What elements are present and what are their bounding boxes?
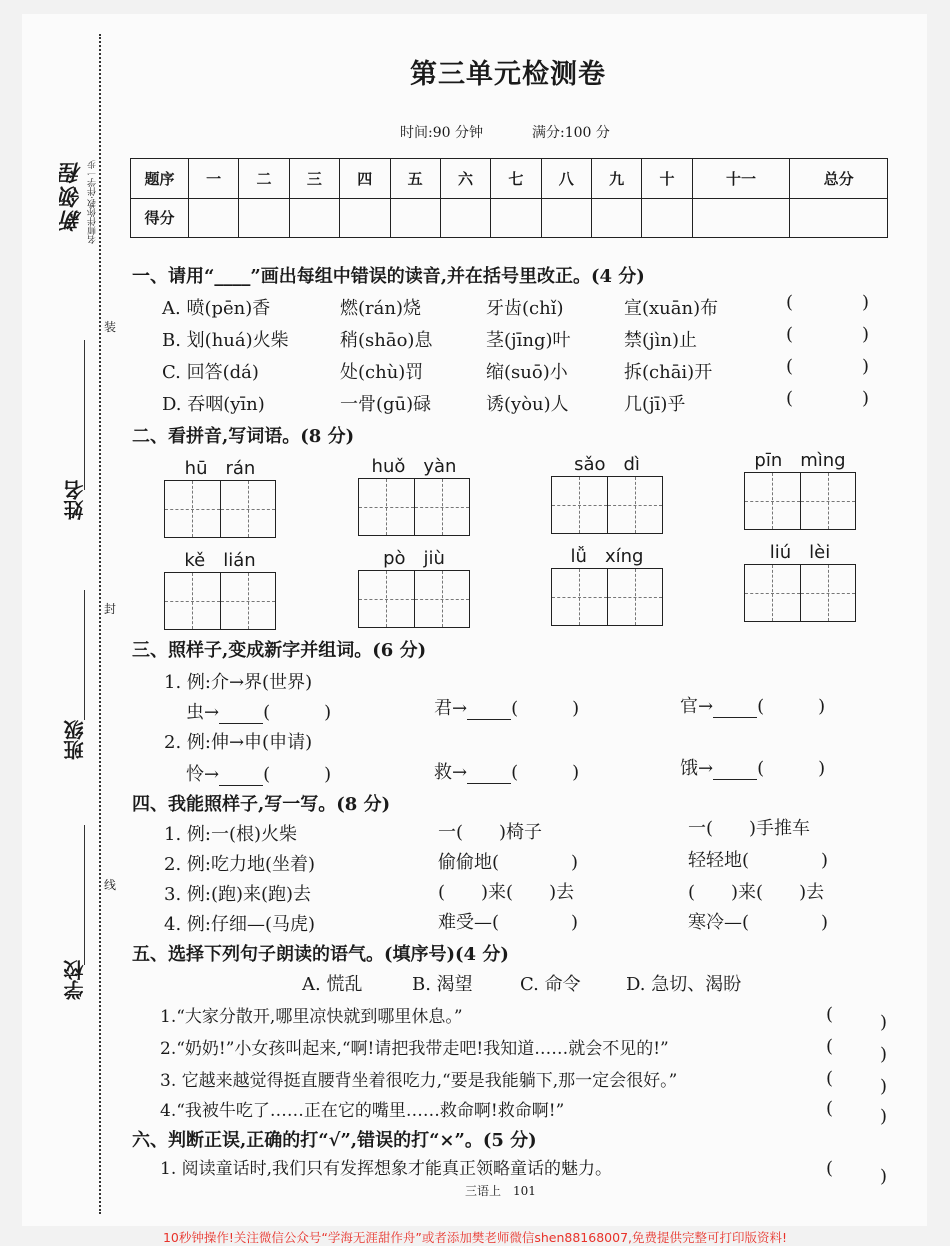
answer-paren-close: ) (862, 388, 870, 409)
table-cell: 七 (491, 159, 541, 199)
brand-subtitle: 名师伴你教·伴学一步 (88, 160, 98, 244)
full-score: 满分:100 分 (532, 125, 610, 141)
s1-item: 禁(jìn)止 (624, 330, 697, 351)
writing-boxes[interactable] (744, 564, 856, 622)
answer-blank[interactable] (467, 766, 511, 784)
score-input[interactable] (790, 198, 888, 238)
s4-example: 2. 例:吃力地(坐着) (164, 854, 316, 875)
s1-item: 缩(suō)小 (486, 362, 568, 383)
answer-paren-close: ) (862, 356, 870, 377)
score-input[interactable] (592, 198, 642, 238)
score-input[interactable] (189, 198, 239, 238)
writing-boxes[interactable] (164, 572, 276, 630)
s4-item[interactable]: 难受—( ) (438, 912, 579, 933)
pinyin-label: sǎo dì (574, 454, 640, 475)
score-table-header-row (131, 159, 888, 199)
score-input[interactable] (642, 198, 692, 238)
table-cell: 五 (390, 159, 440, 199)
s6-item: 1. 阅读童话时,我们只有发挥想象才能真正领略童话的魅力。 (160, 1159, 613, 1179)
binding-mark: 封 (104, 602, 117, 616)
score-input[interactable] (491, 198, 541, 238)
s5-item: 3. 它越来越觉得挺直腰背坐着很吃力,“要是我能躺下,那一定会很好。” (160, 1071, 678, 1091)
s3-item: 救→ ( ) (434, 762, 580, 783)
writing-boxes[interactable] (551, 568, 663, 626)
s3-stem: 救→ (434, 762, 468, 783)
s3-item: 官→ ( ) (680, 696, 826, 717)
s5-item: 2.“奶奶!”小女孩叫起来,“啊!请把我带走吧!我知道……就会不见的!” (160, 1039, 669, 1059)
answer-paren-open[interactable]: ( (786, 356, 794, 377)
pinyin-label: huǒ yàn (371, 456, 457, 477)
answer-paren-open[interactable]: ( (826, 1158, 834, 1179)
s4-example: 4. 例:仔细—(马虎) (164, 914, 316, 935)
page-footer: 三语上 101 (465, 1184, 536, 1198)
answer-blank[interactable] (713, 700, 757, 718)
pinyin-group (551, 542, 663, 568)
s4-item[interactable]: 偷偷地( ) (438, 852, 579, 873)
binding-mark: 线 (104, 878, 117, 892)
writing-boxes[interactable] (164, 480, 276, 538)
table-cell: 一 (189, 159, 239, 199)
s1-item: 牙齿(chǐ) (486, 298, 564, 319)
pinyin-label: hū rán (184, 458, 256, 479)
page-title: 第三单元检测卷 (410, 59, 606, 90)
answer-paren-close: ) (862, 292, 870, 313)
s1-item: D. 吞咽(yīn) (162, 394, 265, 415)
s3-stem: 君→ (434, 698, 468, 719)
name-label: 姓名 (63, 480, 87, 520)
s3-item: 饿→ ( ) (680, 758, 826, 779)
pinyin-label: pīn mìng (754, 450, 846, 471)
s4-item[interactable]: ( )来( )去 (688, 882, 825, 903)
answer-paren-open[interactable]: ( (826, 1098, 834, 1119)
s1-item: 茎(jīng)叶 (486, 330, 571, 351)
section-2-heading: 二、看拼音,写词语。(8 分) (132, 426, 355, 447)
score-input[interactable] (541, 198, 591, 238)
s4-example: 1. 例:一(根)火柴 (164, 824, 298, 845)
score-table (130, 158, 888, 238)
s5-item: 4.“我被牛吃了……正在它的嘴里……救命啊!救命啊!” (160, 1101, 565, 1121)
s1-item: 燃(rán)烧 (340, 298, 421, 319)
s3-example: 2. 例:伸→申(申请) (164, 732, 313, 753)
section-5-heading: 五、选择下列句子朗读的语气。(填序号)(4 分) (132, 944, 509, 965)
section-6-heading: 六、判断正误,正确的打“√”,错误的打“×”。(5 分) (132, 1130, 537, 1151)
promo-banner: 10秒钟操作!关注微信公众号“学海无涯甜作舟”或者添加樊老师微信shen88168007,免费提供完整可打印版资料! (162, 1230, 788, 1245)
pinyin-group (744, 538, 856, 564)
s3-stem: 怜→ (186, 764, 220, 785)
score-input[interactable] (340, 198, 390, 238)
answer-paren-open[interactable]: ( (826, 1036, 834, 1057)
answer-paren-close: ) (880, 1106, 888, 1127)
answer-paren-close: ) (880, 1012, 888, 1033)
s4-item[interactable]: ( )来( )去 (438, 882, 575, 903)
answer-paren-open[interactable]: ( (786, 292, 794, 313)
pinyin-label: kě lián (184, 550, 256, 571)
answer-blank[interactable] (219, 768, 263, 786)
s1-item: 处(chù)罚 (340, 362, 424, 383)
pinyin-label: pò jiù (383, 548, 445, 569)
s3-item: 君→ ( ) (434, 698, 580, 719)
s4-item[interactable]: 一( )手推车 (688, 818, 811, 839)
brand-logo: 新领程 (59, 160, 85, 232)
s1-item: A. 喷(pēn)香 (162, 298, 271, 319)
exam-time: 时间:90 分钟 (400, 125, 483, 141)
binding-mark: 装 (104, 320, 117, 334)
pinyin-label: lǚ xíng (570, 546, 644, 567)
table-cell: 九 (592, 159, 642, 199)
school-label: 学校 (63, 960, 87, 1000)
section-3-heading: 三、照样子,变成新字并组词。(6 分) (132, 640, 427, 661)
answer-blank[interactable] (467, 702, 511, 720)
s4-example: 3. 例:(跑)来(跑)去 (164, 884, 312, 905)
pinyin-group (164, 546, 276, 572)
answer-paren-close: ) (880, 1076, 888, 1097)
answer-blank[interactable] (219, 706, 263, 724)
score-input[interactable] (390, 198, 440, 238)
table-cell: 二 (239, 159, 289, 199)
binding-line (99, 34, 101, 1214)
s4-item[interactable]: 一( )椅子 (438, 822, 543, 843)
s3-stem: 官→ (680, 696, 714, 717)
section-4-heading: 四、我能照样子,写一写。(8 分) (132, 794, 391, 815)
score-input[interactable] (289, 198, 339, 238)
answer-paren-close: ) (880, 1044, 888, 1065)
answer-paren-close: ) (880, 1166, 888, 1187)
section-1-heading: 一、请用“____”画出每组中错误的读音,并在括号里改正。(4 分) (132, 266, 645, 287)
score-table-score-row (131, 198, 888, 238)
s3-stem: 饿→ (680, 758, 714, 779)
option: C. 命令 (520, 974, 581, 995)
class-label: 班级 (63, 720, 87, 760)
s5-item: 1.“大家分散开,哪里凉快就到哪里休息。” (160, 1007, 463, 1027)
score-input[interactable] (440, 198, 490, 238)
score-input[interactable] (692, 198, 790, 238)
s1-item: 一骨(gū)碌 (340, 394, 432, 415)
table-cell: 题序 (131, 159, 189, 199)
option: A. 慌乱 (302, 974, 363, 995)
answer-paren-open[interactable]: ( (826, 1004, 834, 1025)
school-field[interactable] (84, 825, 85, 965)
pinyin-label: liú lèi (769, 542, 831, 563)
writing-boxes[interactable] (744, 472, 856, 530)
table-cell: 三 (289, 159, 339, 199)
table-cell: 六 (440, 159, 490, 199)
answer-paren-open[interactable]: ( (826, 1068, 834, 1089)
pinyin-group (358, 544, 470, 570)
s1-item: 稍(shāo)息 (340, 330, 433, 351)
score-input[interactable] (239, 198, 289, 238)
s3-item: 怜→ ( ) (186, 764, 332, 785)
writing-boxes[interactable] (358, 570, 470, 628)
pinyin-group (164, 454, 276, 480)
pinyin-group (744, 446, 856, 472)
pinyin-group (358, 452, 470, 478)
name-field[interactable] (84, 340, 85, 490)
s1-item: 拆(chāi)开 (624, 362, 713, 383)
option: B. 渴望 (412, 974, 473, 995)
option: D. 急切、渴盼 (626, 974, 742, 995)
answer-paren-open[interactable]: ( (786, 388, 794, 409)
s1-item: 几(jī)乎 (624, 394, 686, 415)
writing-boxes[interactable] (358, 478, 470, 536)
s3-example: 1. 例:介→界(世界) (164, 672, 313, 693)
table-cell: 八 (541, 159, 591, 199)
s4-item[interactable]: 寒冷—( ) (688, 912, 829, 933)
s3-stem: 虫→ (186, 702, 220, 723)
s1-item: 诱(yòu)人 (486, 394, 569, 415)
s4-item[interactable]: 轻轻地( ) (688, 850, 829, 871)
table-cell: 总分 (790, 159, 888, 199)
writing-boxes[interactable] (551, 476, 663, 534)
s1-item: C. 回答(dá) (162, 362, 259, 383)
answer-paren-open[interactable]: ( (786, 324, 794, 345)
s3-item: 虫→ ( ) (186, 702, 332, 723)
answer-paren-close: ) (862, 324, 870, 345)
table-cell: 四 (340, 159, 390, 199)
table-cell: 十一 (692, 159, 790, 199)
answer-blank[interactable] (713, 762, 757, 780)
s1-item: 宣(xuān)布 (624, 298, 719, 319)
table-cell: 十 (642, 159, 692, 199)
pinyin-group (551, 450, 663, 476)
s1-item: B. 划(huá)火柴 (162, 330, 289, 351)
table-cell: 得分 (131, 198, 189, 238)
class-field[interactable] (84, 590, 85, 720)
